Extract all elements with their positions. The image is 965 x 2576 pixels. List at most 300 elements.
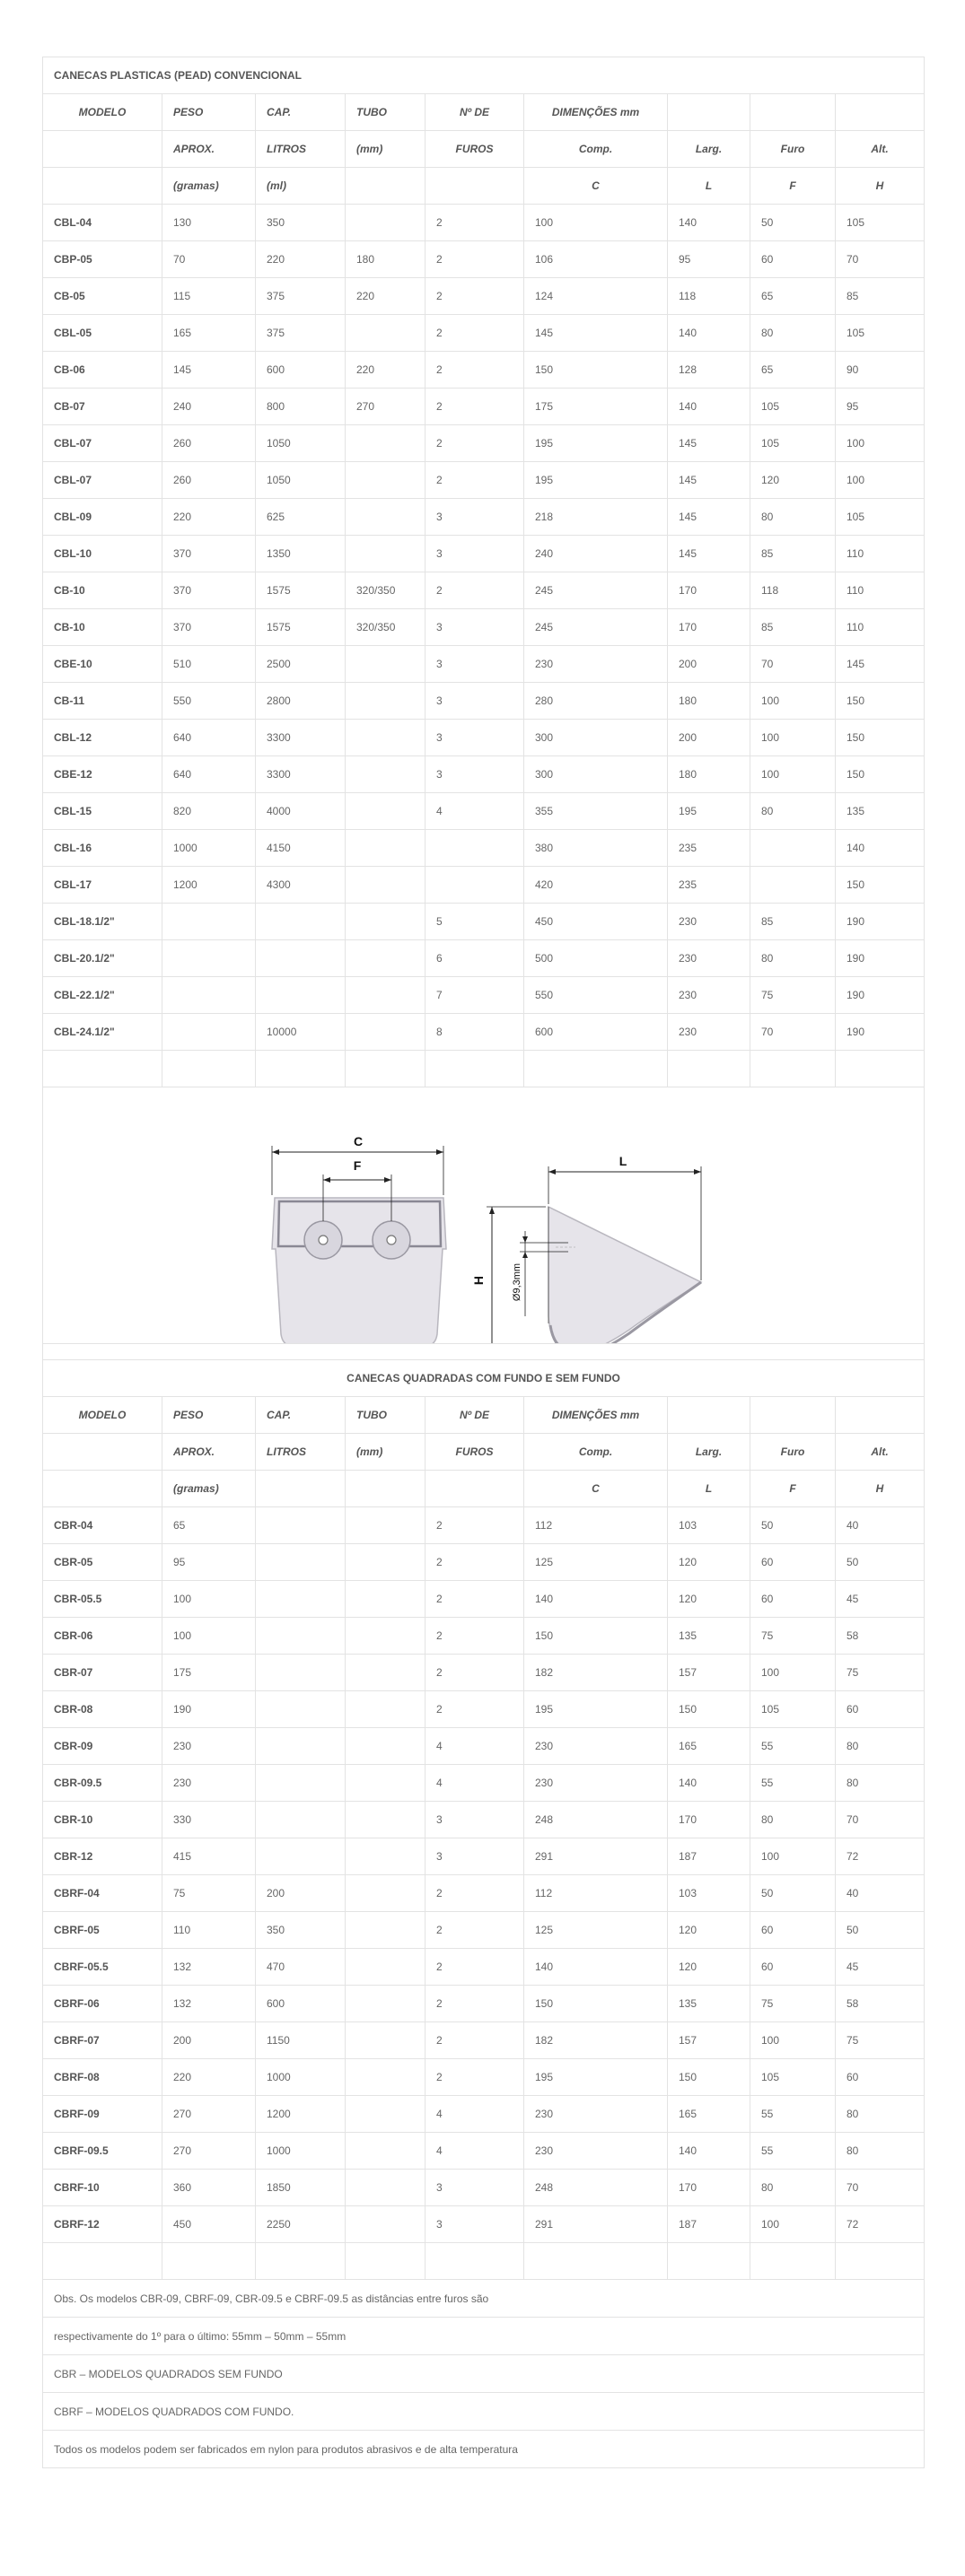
- note-row: [43, 2318, 925, 2355]
- header-cell: [43, 1471, 162, 1507]
- value-cell: 65: [162, 1507, 256, 1544]
- value-cell: 3: [425, 683, 524, 720]
- value-cell: 80: [750, 793, 836, 830]
- value-cell: 125: [524, 1912, 668, 1949]
- table-row: [43, 2133, 925, 2170]
- value-cell: 60: [750, 1912, 836, 1949]
- value-cell: 140: [524, 1581, 668, 1618]
- empty-cell: [836, 1051, 925, 1087]
- header-cell: DIMENÇÕES mm: [524, 1397, 668, 1434]
- value-cell: [346, 1728, 425, 1765]
- model-cell: CBL-07: [43, 425, 162, 462]
- table-row: [43, 389, 925, 425]
- value-cell: 640: [162, 720, 256, 756]
- value-cell: [346, 2096, 425, 2133]
- value-cell: 120: [668, 1949, 750, 1986]
- spacer-row: [43, 1051, 925, 1087]
- header-cell: [836, 1397, 925, 1434]
- value-cell: 2: [425, 1949, 524, 1986]
- value-cell: [256, 1691, 346, 1728]
- empty-cell: [256, 2243, 346, 2280]
- value-cell: 300: [524, 756, 668, 793]
- value-cell: 100: [750, 756, 836, 793]
- value-cell: 80: [750, 2170, 836, 2206]
- value-cell: 220: [162, 499, 256, 536]
- value-cell: 4: [425, 1728, 524, 1765]
- value-cell: 175: [524, 389, 668, 425]
- value-cell: 150: [836, 720, 925, 756]
- header-cell: MODELO: [43, 94, 162, 131]
- model-cell: CBL-18.1/2": [43, 904, 162, 940]
- value-cell: 110: [836, 609, 925, 646]
- value-cell: 110: [836, 572, 925, 609]
- value-cell: 70: [162, 241, 256, 278]
- value-cell: 2: [425, 278, 524, 315]
- value-cell: [256, 1544, 346, 1581]
- value-cell: [346, 1912, 425, 1949]
- model-cell: CBR-08: [43, 1691, 162, 1728]
- value-cell: 124: [524, 278, 668, 315]
- value-cell: 230: [162, 1765, 256, 1802]
- model-cell: CBRF-05.5: [43, 1949, 162, 1986]
- value-cell: [256, 977, 346, 1014]
- value-cell: 72: [836, 1838, 925, 1875]
- value-cell: 45: [836, 1949, 925, 1986]
- value-cell: 145: [668, 462, 750, 499]
- value-cell: 140: [668, 389, 750, 425]
- value-cell: 120: [668, 1581, 750, 1618]
- value-cell: 100: [836, 425, 925, 462]
- header-cell: L: [668, 1471, 750, 1507]
- header-cell: APROX.: [162, 131, 256, 168]
- value-cell: 70: [750, 1014, 836, 1051]
- empty-cell: [43, 1051, 162, 1087]
- value-cell: 75: [750, 1986, 836, 2022]
- header-cell: Larg.: [668, 1434, 750, 1471]
- model-cell: CBRF-04: [43, 1875, 162, 1912]
- table-row: [43, 499, 925, 536]
- value-cell: 800: [256, 389, 346, 425]
- value-cell: 40: [836, 1507, 925, 1544]
- table-row: [43, 2022, 925, 2059]
- value-cell: 291: [524, 2206, 668, 2243]
- value-cell: 350: [256, 205, 346, 241]
- value-cell: 2: [425, 2022, 524, 2059]
- note-row: [43, 2393, 925, 2431]
- value-cell: 165: [162, 315, 256, 352]
- value-cell: 112: [524, 1875, 668, 1912]
- table2-header-row-3: [43, 1471, 925, 1507]
- value-cell: 182: [524, 1655, 668, 1691]
- value-cell: 157: [668, 1655, 750, 1691]
- value-cell: 118: [750, 572, 836, 609]
- value-cell: 190: [836, 940, 925, 977]
- header-cell: Larg.: [668, 131, 750, 168]
- value-cell: 70: [836, 2170, 925, 2206]
- value-cell: 4: [425, 2133, 524, 2170]
- header-cell: F: [750, 1471, 836, 1507]
- table1-title-row: [43, 57, 925, 94]
- value-cell: 150: [668, 1691, 750, 1728]
- table-row: [43, 1912, 925, 1949]
- header-cell: FUROS: [425, 131, 524, 168]
- value-cell: 135: [668, 1618, 750, 1655]
- value-cell: 1000: [256, 2059, 346, 2096]
- value-cell: 175: [162, 1655, 256, 1691]
- value-cell: [162, 977, 256, 1014]
- value-cell: 75: [836, 2022, 925, 2059]
- note-row-cell: CBRF – MODELOS QUADRADOS COM FUNDO.: [43, 2393, 925, 2431]
- value-cell: [162, 904, 256, 940]
- value-cell: 60: [836, 2059, 925, 2096]
- header-cell: LITROS: [256, 131, 346, 168]
- value-cell: [346, 1544, 425, 1581]
- model-cell: CBRF-06: [43, 1986, 162, 2022]
- table-row: [43, 1986, 925, 2022]
- model-cell: CB-10: [43, 572, 162, 609]
- value-cell: [346, 1655, 425, 1691]
- value-cell: 235: [668, 867, 750, 904]
- value-cell: 200: [668, 646, 750, 683]
- table-row: [43, 1802, 925, 1838]
- value-cell: 187: [668, 2206, 750, 2243]
- header-cell: (ml): [256, 168, 346, 205]
- value-cell: 195: [524, 2059, 668, 2096]
- table-row: [43, 1949, 925, 1986]
- value-cell: 3: [425, 609, 524, 646]
- value-cell: [346, 1802, 425, 1838]
- note-row-cell: Obs. Os modelos CBR-09, CBRF-09, CBR-09.5 e CBRF-09.5 as distâncias entre furos são: [43, 2280, 925, 2318]
- model-cell: CBR-07: [43, 1655, 162, 1691]
- table-row: [43, 830, 925, 867]
- value-cell: 95: [836, 389, 925, 425]
- value-cell: 170: [668, 2170, 750, 2206]
- note-row: [43, 2280, 925, 2318]
- table-row: [43, 720, 925, 756]
- table-row: [43, 867, 925, 904]
- value-cell: 270: [162, 2096, 256, 2133]
- label-hole: Ø9,3mm: [512, 1262, 522, 1302]
- value-cell: 103: [668, 1507, 750, 1544]
- header-cell: LITROS: [256, 1434, 346, 1471]
- value-cell: 165: [668, 1728, 750, 1765]
- empty-cell: [346, 2243, 425, 2280]
- value-cell: [346, 830, 425, 867]
- value-cell: 2: [425, 1691, 524, 1728]
- value-cell: [346, 315, 425, 352]
- label-l: L: [618, 1154, 627, 1168]
- value-cell: 4: [425, 2096, 524, 2133]
- table-row: [43, 241, 925, 278]
- value-cell: 2800: [256, 683, 346, 720]
- model-cell: CBR-06: [43, 1618, 162, 1655]
- value-cell: 420: [524, 867, 668, 904]
- header-cell: TUBO: [346, 94, 425, 131]
- header-cell: [43, 1434, 162, 1471]
- value-cell: 3: [425, 1802, 524, 1838]
- value-cell: 100: [162, 1618, 256, 1655]
- value-cell: 3300: [256, 720, 346, 756]
- header-cell: PESO: [162, 1397, 256, 1434]
- header-cell: (mm): [346, 131, 425, 168]
- value-cell: [346, 499, 425, 536]
- value-cell: 300: [524, 720, 668, 756]
- table-row: [43, 2170, 925, 2206]
- table-row: [43, 462, 925, 499]
- table-row: [43, 1544, 925, 1581]
- value-cell: 291: [524, 1838, 668, 1875]
- dim-c-arrow-left-icon: [272, 1149, 279, 1155]
- value-cell: 157: [668, 2022, 750, 2059]
- value-cell: 1200: [256, 2096, 346, 2133]
- value-cell: 2: [425, 425, 524, 462]
- value-cell: 2: [425, 1986, 524, 2022]
- value-cell: 3: [425, 2206, 524, 2243]
- table-row: [43, 1875, 925, 1912]
- value-cell: 115: [162, 278, 256, 315]
- empty-cell: [668, 2243, 750, 2280]
- value-cell: 100: [750, 2206, 836, 2243]
- header-cell: F: [750, 168, 836, 205]
- value-cell: 550: [524, 977, 668, 1014]
- value-cell: 80: [750, 499, 836, 536]
- value-cell: 625: [256, 499, 346, 536]
- value-cell: [346, 462, 425, 499]
- value-cell: 235: [668, 830, 750, 867]
- value-cell: 70: [836, 1802, 925, 1838]
- table1-header-row-3: [43, 168, 925, 205]
- value-cell: 105: [750, 1691, 836, 1728]
- table-row: [43, 352, 925, 389]
- empty-cell: [750, 2243, 836, 2280]
- table-row: [43, 425, 925, 462]
- value-cell: 100: [750, 2022, 836, 2059]
- value-cell: 70: [750, 646, 836, 683]
- bolt-hole-right-center-icon: [387, 1236, 396, 1244]
- value-cell: 190: [836, 904, 925, 940]
- empty-cell: [836, 2243, 925, 2280]
- value-cell: 1350: [256, 536, 346, 572]
- value-cell: 150: [836, 867, 925, 904]
- value-cell: 195: [524, 1691, 668, 1728]
- value-cell: 105: [750, 389, 836, 425]
- value-cell: [346, 1507, 425, 1544]
- model-cell: CB-11: [43, 683, 162, 720]
- value-cell: [346, 1691, 425, 1728]
- value-cell: [346, 867, 425, 904]
- value-cell: 80: [750, 940, 836, 977]
- value-cell: 200: [256, 1875, 346, 1912]
- header-cell: [256, 1471, 346, 1507]
- dim-l-arrow-left-icon: [548, 1169, 556, 1174]
- value-cell: [346, 2022, 425, 2059]
- value-cell: 58: [836, 1618, 925, 1655]
- value-cell: [346, 2133, 425, 2170]
- value-cell: 135: [668, 1986, 750, 2022]
- header-cell: Comp.: [524, 131, 668, 168]
- value-cell: 320/350: [346, 609, 425, 646]
- model-cell: CBL-09: [43, 499, 162, 536]
- value-cell: 230: [524, 1728, 668, 1765]
- table-row: [43, 1691, 925, 1728]
- header-cell: H: [836, 1471, 925, 1507]
- note-row-cell: respectivamente do 1º para o último: 55mm – 50mm – 55mm: [43, 2318, 925, 2355]
- table-row: [43, 609, 925, 646]
- value-cell: 100: [750, 1655, 836, 1691]
- value-cell: 60: [750, 1581, 836, 1618]
- value-cell: [256, 904, 346, 940]
- value-cell: 600: [256, 352, 346, 389]
- value-cell: 110: [162, 1912, 256, 1949]
- model-cell: CBR-09.5: [43, 1765, 162, 1802]
- value-cell: 45: [836, 1581, 925, 1618]
- model-cell: CBL-16: [43, 830, 162, 867]
- value-cell: [425, 830, 524, 867]
- value-cell: 230: [668, 977, 750, 1014]
- bucket-table: [42, 57, 925, 2468]
- model-cell: CBE-12: [43, 756, 162, 793]
- value-cell: 105: [836, 499, 925, 536]
- header-cell: C: [524, 168, 668, 205]
- note-row: [43, 2355, 925, 2393]
- value-cell: 50: [750, 1875, 836, 1912]
- value-cell: 105: [750, 2059, 836, 2096]
- empty-cell: [162, 1051, 256, 1087]
- value-cell: 80: [836, 1728, 925, 1765]
- model-cell: CBP-05: [43, 241, 162, 278]
- model-cell: CBL-04: [43, 205, 162, 241]
- value-cell: 230: [668, 1014, 750, 1051]
- value-cell: 200: [162, 2022, 256, 2059]
- table1-title: CANECAS PLASTICAS (PEAD) CONVENCIONAL: [43, 57, 925, 94]
- header-cell: PESO: [162, 94, 256, 131]
- model-cell: CBL-22.1/2": [43, 977, 162, 1014]
- value-cell: 380: [524, 830, 668, 867]
- note-row-cell: Todos os modelos podem ser fabricados em nylon para produtos abrasivos e de alta temperatura: [43, 2431, 925, 2468]
- value-cell: [346, 1014, 425, 1051]
- table-row: [43, 793, 925, 830]
- model-cell: CBL-10: [43, 536, 162, 572]
- model-cell: CBL-20.1/2": [43, 940, 162, 977]
- empty-cell: [256, 1051, 346, 1087]
- bolt-hole-left-center-icon: [319, 1236, 328, 1244]
- table-row: [43, 977, 925, 1014]
- table-row: [43, 904, 925, 940]
- table2-header-row-1: [43, 1397, 925, 1434]
- value-cell: [346, 793, 425, 830]
- value-cell: 105: [836, 315, 925, 352]
- value-cell: 330: [162, 1802, 256, 1838]
- value-cell: 120: [668, 1912, 750, 1949]
- value-cell: 4000: [256, 793, 346, 830]
- value-cell: 58: [836, 1986, 925, 2022]
- table-row: [43, 1655, 925, 1691]
- header-cell: [346, 1471, 425, 1507]
- value-cell: 2: [425, 1618, 524, 1655]
- model-cell: CBL-07: [43, 462, 162, 499]
- value-cell: [256, 1655, 346, 1691]
- model-cell: CBR-09: [43, 1728, 162, 1765]
- value-cell: 1050: [256, 462, 346, 499]
- header-cell: Furo: [750, 131, 836, 168]
- header-cell: [668, 1397, 750, 1434]
- table-row: [43, 1838, 925, 1875]
- value-cell: 145: [836, 646, 925, 683]
- value-cell: 100: [836, 462, 925, 499]
- value-cell: 230: [668, 904, 750, 940]
- header-cell: Alt.: [836, 131, 925, 168]
- header-cell: FUROS: [425, 1434, 524, 1471]
- header-cell: TUBO: [346, 1397, 425, 1434]
- value-cell: 260: [162, 425, 256, 462]
- value-cell: 190: [836, 1014, 925, 1051]
- value-cell: 190: [162, 1691, 256, 1728]
- value-cell: [346, 1838, 425, 1875]
- value-cell: 7: [425, 977, 524, 1014]
- value-cell: 230: [162, 1728, 256, 1765]
- bucket-side-body: [548, 1207, 701, 1343]
- value-cell: 65: [750, 352, 836, 389]
- value-cell: [346, 1581, 425, 1618]
- value-cell: 70: [836, 241, 925, 278]
- value-cell: 60: [836, 1691, 925, 1728]
- value-cell: 640: [162, 756, 256, 793]
- empty-cell: [668, 1051, 750, 1087]
- value-cell: [346, 2170, 425, 2206]
- value-cell: 100: [750, 720, 836, 756]
- value-cell: 240: [524, 536, 668, 572]
- value-cell: 245: [524, 572, 668, 609]
- header-cell: L: [668, 168, 750, 205]
- spacer-row-b: [43, 1344, 925, 1360]
- value-cell: 4: [425, 793, 524, 830]
- value-cell: 100: [524, 205, 668, 241]
- value-cell: 2: [425, 1875, 524, 1912]
- dim-f-arrow-left-icon: [323, 1177, 330, 1183]
- label-c: C: [353, 1134, 364, 1148]
- value-cell: 355: [524, 793, 668, 830]
- table-body: [43, 57, 925, 2468]
- value-cell: 85: [750, 609, 836, 646]
- header-cell: [425, 168, 524, 205]
- model-cell: CBRF-05: [43, 1912, 162, 1949]
- header-cell: C: [524, 1471, 668, 1507]
- value-cell: 245: [524, 609, 668, 646]
- header-cell: [425, 1471, 524, 1507]
- model-cell: CBR-05: [43, 1544, 162, 1581]
- value-cell: 85: [750, 904, 836, 940]
- value-cell: 50: [750, 205, 836, 241]
- value-cell: 60: [750, 1544, 836, 1581]
- spacer-row: [43, 2243, 925, 2280]
- value-cell: 50: [750, 1507, 836, 1544]
- label-f: F: [353, 1158, 362, 1173]
- value-cell: 3: [425, 536, 524, 572]
- value-cell: 145: [668, 425, 750, 462]
- bucket-front-body: [272, 1198, 446, 1343]
- model-cell: CBRF-07: [43, 2022, 162, 2059]
- value-cell: 2: [425, 572, 524, 609]
- value-cell: 2: [425, 352, 524, 389]
- value-cell: 150: [524, 1986, 668, 2022]
- empty-cell: [425, 2243, 524, 2280]
- value-cell: 230: [668, 940, 750, 977]
- value-cell: 55: [750, 1728, 836, 1765]
- value-cell: 90: [836, 352, 925, 389]
- value-cell: 50: [836, 1544, 925, 1581]
- value-cell: 187: [668, 1838, 750, 1875]
- value-cell: [346, 536, 425, 572]
